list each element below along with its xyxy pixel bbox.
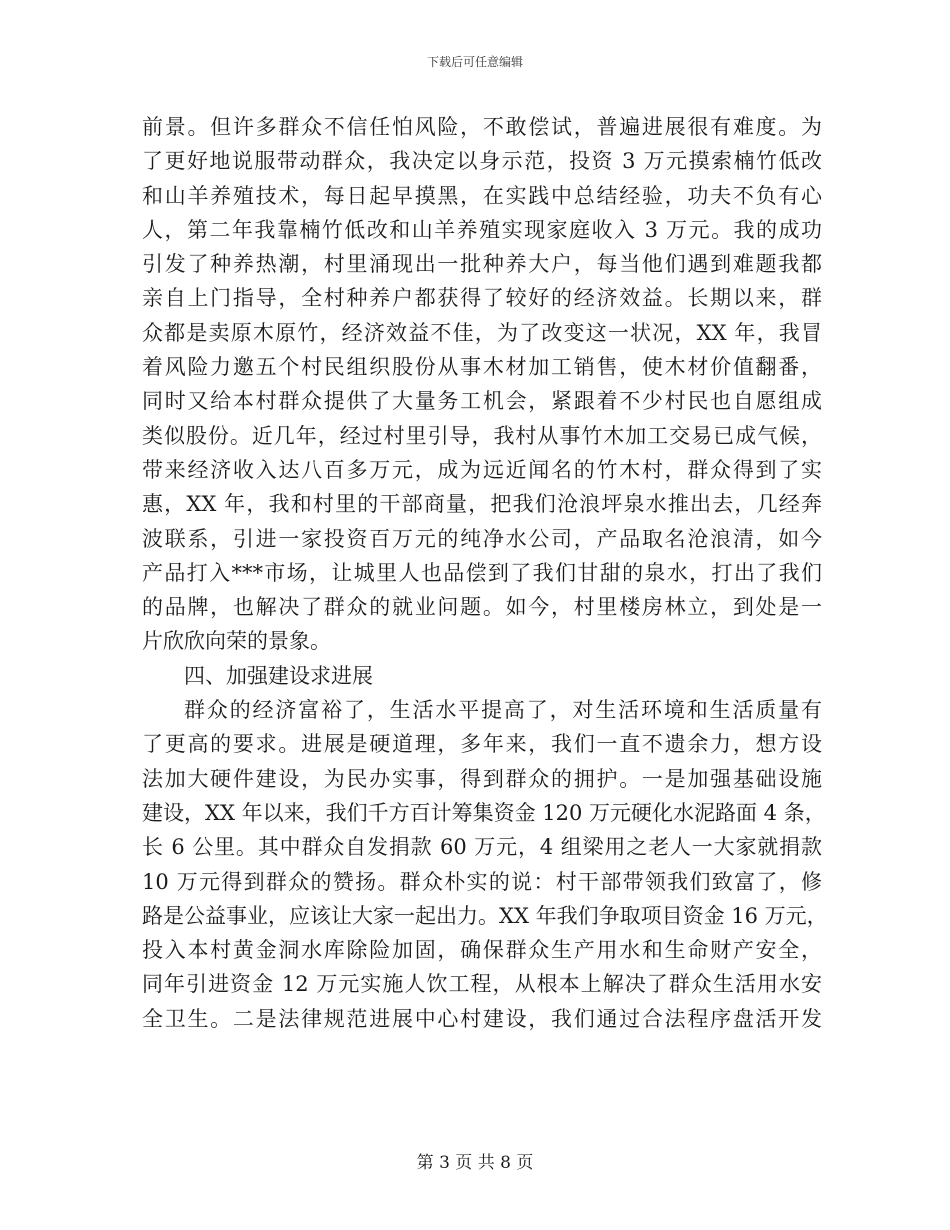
paragraph-end-line: 片欣欣向荣的景象。	[142, 629, 331, 654]
text-line: 类似股份。近几年，经过村里引导，我村从事竹木加工交易已成气候，	[142, 423, 822, 448]
text-line: 波联系，引进一家投资百万元的纯净水公司，产品取名沧浪清，如今	[142, 526, 822, 551]
text-line: 和山羊养殖技术，每日起早摸黑，在实践中总结经验，功夫不负有心	[142, 183, 822, 208]
text-line: 法加大硬件建设，为民办实事，得到群众的拥护。一是加强基础设施	[142, 766, 822, 791]
text-line: 亲自上门指导，全村种养户都获得了较好的经济效益。长期以来，群	[142, 286, 822, 311]
text-line: 10 万元得到群众的赞扬。群众朴实的说：村干部带领我们致富了，修	[142, 869, 822, 894]
text-line: 众都是卖原木原竹，经济效益不佳，为了改变这一状况，XX 年，我冒	[142, 320, 822, 345]
text-line: 建设，XX 年以来，我们千方百计筹集资金 120 万元硬化水泥路面 4 条，	[142, 800, 826, 825]
text-line: 着风险力邀五个村民组织股份从事木材加工销售，使木材价值翻番，	[142, 355, 822, 380]
paragraph-first-line: 群众的经济富裕了，生活水平提高了，对生活环境和生活质量有	[184, 698, 822, 723]
document-body	[142, 110, 828, 1036]
text-line: 产品打入***市场，让城里人也品偿到了我们甘甜的泉水，打出了我们	[142, 560, 822, 585]
text-line: 带来经济收入达八百多万元，成为远近闻名的竹木村，群众得到了实	[142, 457, 822, 482]
text-line: 长 6 公里。其中群众自发捐款 60 万元，4 组梁用之老人一大家就捐款	[142, 835, 822, 860]
text-line: 人，第二年我靠楠竹低改和山羊养殖实现家庭收入 3 万元。我的成功	[142, 217, 822, 242]
text-line: 的品牌，也解决了群众的就业问题。如今，村里楼房林立，到处是一	[142, 595, 822, 620]
text-line: 投入本村黄金洞水库除险加固，确保群众生产用水和生命财产安全，	[142, 938, 822, 963]
page-header-note: 下载后可任意编辑	[426, 55, 523, 69]
text-line: 全卫生。二是法律规范进展中心村建设，我们通过合法程序盘活开发	[142, 1006, 822, 1031]
text-line: 同年引进资金 12 万元实施人饮工程，从根本上解决了群众生活用水安	[142, 972, 822, 997]
text-line: 惠，XX 年，我和村里的干部商量，把我们沧浪坪泉水推出去，几经奔	[142, 492, 822, 517]
text-line: 路是公益事业，应该让大家一起出力。XX 年我们争取项目资金 16 万元，	[142, 903, 828, 928]
page-number: 第 3 页 共 8 页	[416, 1153, 534, 1173]
text-line: 引发了种养热潮，村里涌现出一批种养大户，每当他们遇到难题我都	[142, 252, 822, 277]
section-heading: 四、加强建设求进展	[184, 663, 373, 688]
text-line: 同时又给本村群众提供了大量务工机会，紧跟着不少村民也自愿组成	[142, 389, 822, 414]
text-line: 了更高的要求。进展是硬道理，多年来，我们一直不遗余力，想方设	[142, 732, 822, 757]
text-line: 前景。但许多群众不信任怕风险，不敢偿试，普遍进展很有难度。为	[142, 115, 822, 139]
text-line: 了更好地说服带动群众，我决定以身示范，投资 3 万元摸索楠竹低改	[142, 149, 822, 174]
